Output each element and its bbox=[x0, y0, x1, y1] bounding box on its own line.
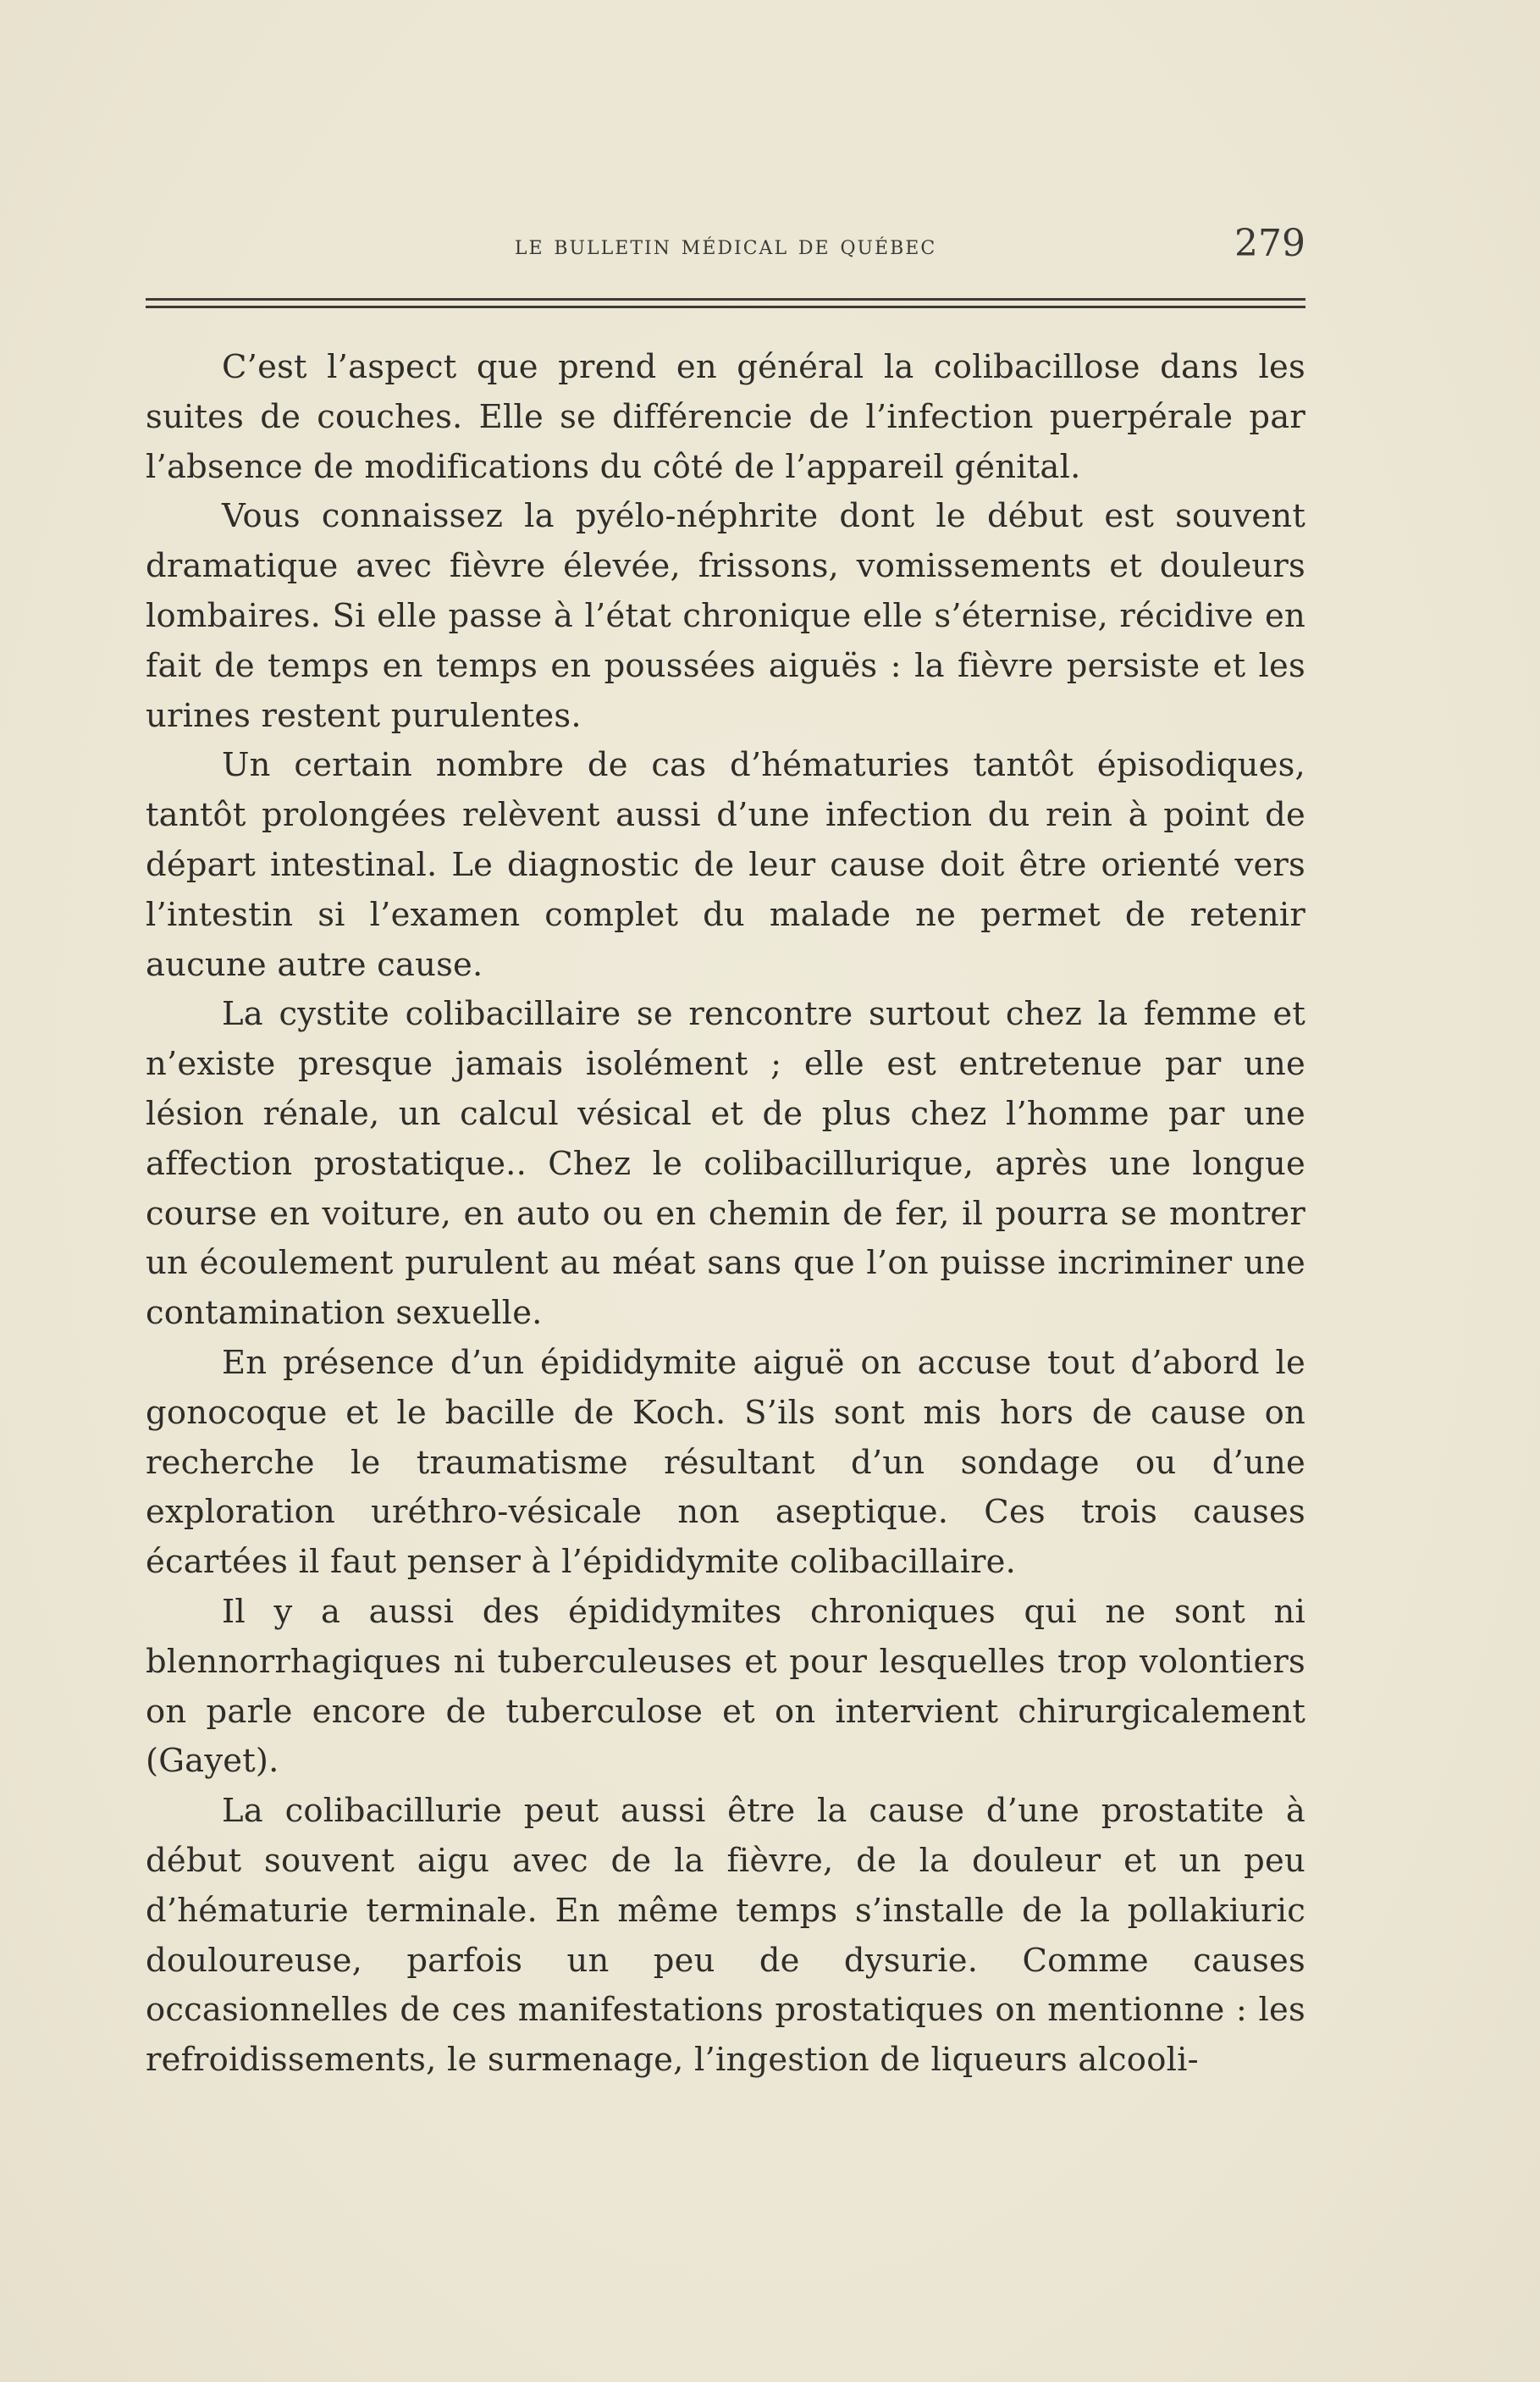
journal-title: le bulletin médical de québec bbox=[514, 230, 937, 261]
paragraph-prostatite: La colibacillurie peut aussi être la cause d’une prostatite à début souvent aigu avec de la fièvre, de la douleur et un peu d’hématurie terminale. En même temps s’installe de la pollakiuric douloureuse, parfois un peu de dysurie. Comme causes occasionnelles de ces manifestations prostatiques on mentionne : les refroidissements, le surmenage, l’ingestion de liqueurs alcooli- bbox=[146, 1792, 1305, 2080]
header-rule-top bbox=[146, 298, 1305, 301]
paragraph-hematuries: Un certain nombre de cas d’hématuries tantôt épisodiques, tantôt prolongées relèvent aussi d’une infection du rein à point de départ intestinal. Le diagnostic de leur cause doit être orienté vers l’intestin si l’examen complet du malade ne permet de retenir aucune autre cause. bbox=[146, 746, 1305, 984]
running-header bbox=[146, 218, 1305, 269]
header-rule-bottom bbox=[146, 306, 1305, 308]
paragraph-epididymite-aigue: En présence d’un épididymite aiguë on accuse tout d’abord le gonocoque et le bacille de Koch. S’ils sont mis hors de cause on recherche le traumatisme résultant d’un sondage ou d’une exploration uréthro-vésicale non aseptique. Ces trois causes écartées il faut penser à l’épididymite colibacillaire. bbox=[146, 1343, 1305, 1582]
paragraph-pyelo-nephrite: Vous connaissez la pyélo-néphrite dont le début est souvent dramatique avec fièvre élevée, frissons, vomissements et douleurs lombaires. Si elle passe à l’état chronique elle s’éternise, récidive en fait de temps en temps en poussées aiguës : la fièvre persiste et les urines restent purulentes. bbox=[146, 497, 1305, 735]
body-text bbox=[146, 343, 1305, 2086]
paragraph-cystite: La cystite colibacillaire se rencontre surtout chez la femme et n’existe presque jamais isolément ; elle est entretenue par une lésion rénale, un calcul vésical et de plus chez l’homme par une affection prostatique.. Chez le colibacillurique, après une longue course en voiture, en auto ou en chemin de fer, il pourra se montrer un écoulement purulent au méat sans que l’on puisse incriminer une contamination sexuelle. bbox=[146, 995, 1305, 1333]
paragraph-colibacillose: C’est l’aspect que prend en général la colibacillose dans les suites de couches. Elle se différencie de l’infection puerpérale par l’absence de modifications du côté de l’appareil génital. bbox=[146, 348, 1305, 486]
paragraph-epididymites-chroniques: Il y a aussi des épididymites chroniques qui ne sont ni blennorrhagiques ni tuberculeuses et pour lesquelles trop volontiers on parle encore de tuberculose et on intervient chirurgicalement (Gayet). bbox=[146, 1592, 1305, 1781]
page-number: 279 bbox=[1234, 222, 1305, 265]
